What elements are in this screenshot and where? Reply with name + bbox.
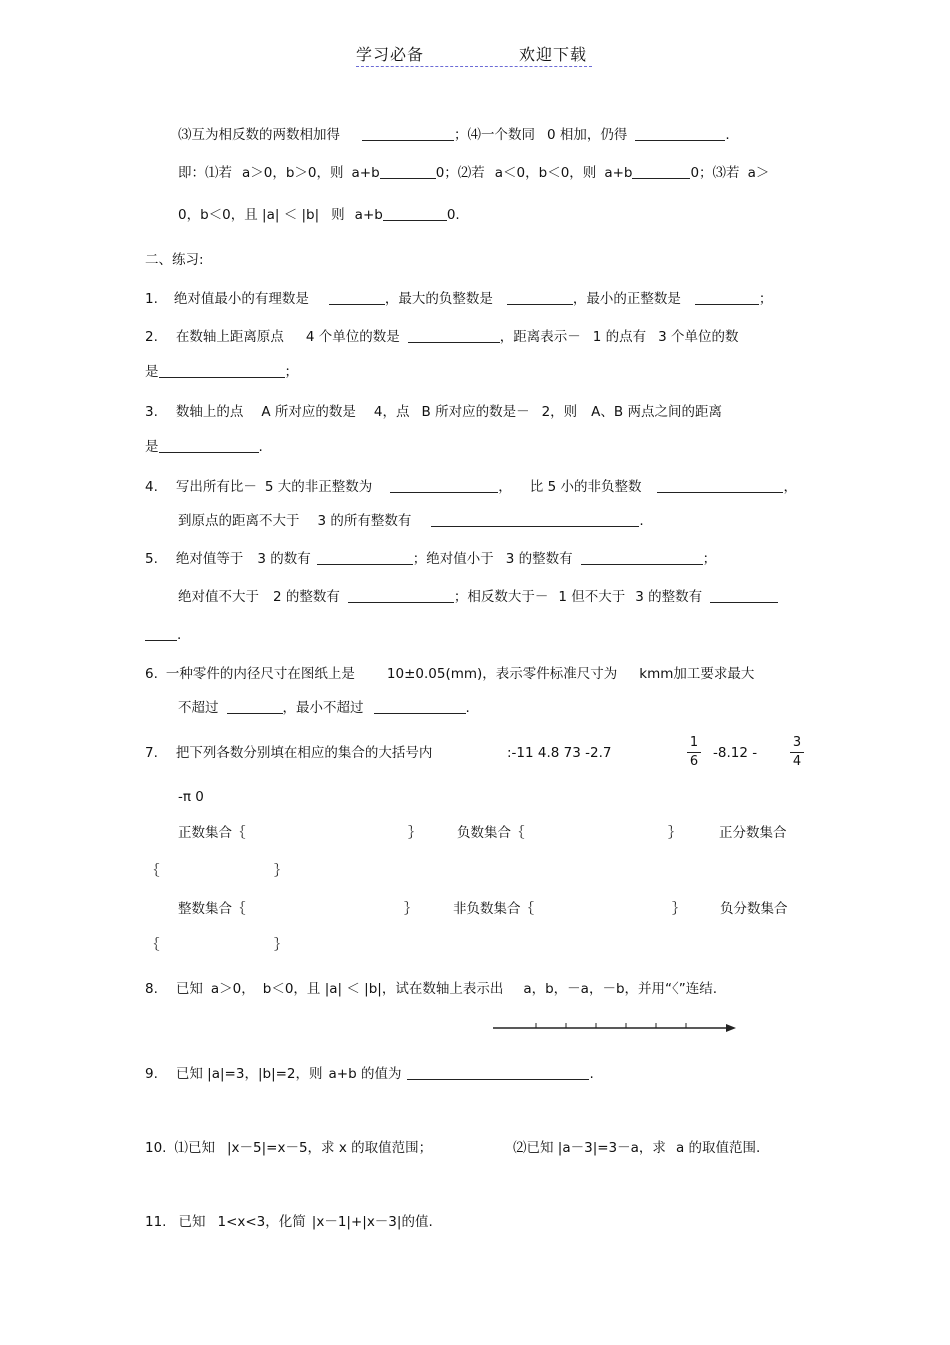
set-close-brace: ｝ [274,937,288,953]
section-title: 二、练习: [145,252,204,268]
intro-line-3: 0，b＜0，且 |a| ＜ |b| 则 a+b 0. [178,207,460,223]
set-positive: 正数集合｛ [178,825,246,841]
set-negative-fraction: 负分数集合 [720,901,788,917]
question-10-part2: ⑵已知 |a－3|=3－a，求 a 的取值范围. [513,1140,761,1156]
question-4-cont: 到原点的距离不大于 3 的所有整数有 . [178,513,644,529]
question-3-cont: 是 . [145,439,263,455]
intro-line-2: 即：⑴若 a＞0，b＞0，则 a+b 0；⑵若 a＜0，b＜0，则 a+b 0；⑶若 a＞ [178,165,770,181]
question-7-tail: -π 0 [178,789,204,805]
question-1: 1. 绝对值最小的有理数是 ，最大的负整数是 ，最小的正整数是 ； [145,291,773,307]
question-9: 9. 已知 |a|=3，|b|=2，则 a+b 的值为 . [145,1066,594,1082]
set-close-brace: ｝ [404,901,418,917]
header-left: 学习必备 [356,45,425,64]
question-11: 11. 已知 1<x<3，化简 |x－1|+|x－3|的值. [145,1214,433,1230]
question-3: 3. 数轴上的点 A 所对应的数是 4，点 B 所对应的数是－ 2，则 A、B 两点之间的距离 [145,404,722,420]
question-6: 6. 一种零件的内径尺寸在图纸上是 10±0.05(mm)，表示零件标准尺寸为 kmm加工要求最大 [145,666,755,682]
set-open-brace: ｛ [146,937,160,953]
question-7-numbers: :-11 4.8 73 -2.7 [507,745,612,761]
set-close-brace: ｝ [672,901,686,917]
question-8: 8. 已知 a＞0， b＜0，且 |a| ＜ |b|，试在数轴上表示出 a，b，－a，－b，并用“〈”连结. [145,981,718,997]
question-10: 10. ⑴已知 |x－5|=x－5，求 x 的取值范围； [145,1140,433,1156]
intro-line-1: ⑶互为相反数的两数相加得 ；⑷一个数同 0 相加，仍得 . [178,127,730,143]
question-5: 5. 绝对值等于 3 的数有 ；绝对值小于 3 的整数有 ； [145,551,717,567]
set-close-brace: ｝ [274,863,288,879]
fraction-3-4: 3 4 [790,735,804,770]
question-2: 2. 在数轴上距离原点 4 个单位的数是 ，距离表示－ 1 的点有 3 个单位的数 [145,329,739,345]
question-5-cont2: . [145,626,181,644]
set-close-brace: ｝ [668,825,682,841]
set-positive-fraction: 正分数集合 [719,825,787,841]
question-7-mid: -8.12 - [713,745,758,761]
set-nonnegative: 非负数集合｛ [453,901,534,917]
set-integer: 整数集合｛ [178,901,246,917]
set-negative: 负数集合｛ [457,825,525,841]
blank [407,1065,589,1080]
header-right: 欢迎下载 [519,45,588,64]
fraction-1-6: 1 6 [687,735,701,770]
question-2-cont: 是 ； [145,364,298,380]
question-7: 7. 把下列各数分别填在相应的集合的大括号内 [145,745,433,761]
question-5-cont: 绝对值不大于 2 的整数有 ；相反数大于－ 1 但不大于 3 的整数有 [178,588,778,606]
question-4: 4. 写出所有比－ 5 大的非正整数为 ， 比 5 小的非负整数 ， [145,479,797,495]
question-6-cont: 不超过 ，最小不超过 . [178,700,470,716]
set-open-brace: ｛ [146,863,160,879]
set-close-brace: ｝ [408,825,422,841]
